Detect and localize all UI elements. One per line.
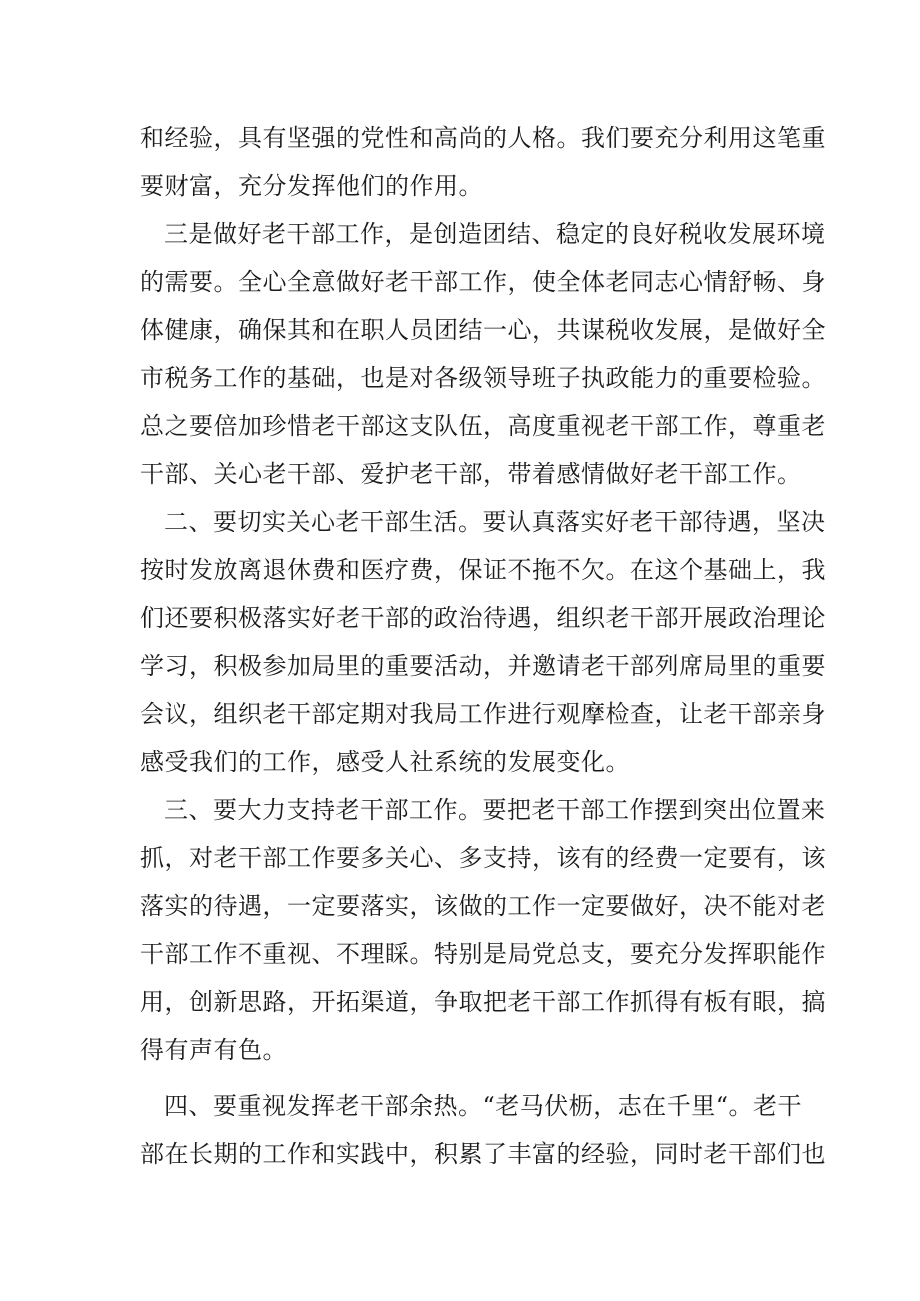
text-line: 和经验，具有坚强的党性和高尚的人格。我们要充分利用这笔重 xyxy=(140,124,826,152)
text-line: 抓，对老干部工作要多关心、多支持，该有的经费一定要有，该 xyxy=(140,844,826,872)
text-line: 干部工作不重视、不理睬。特别是局党总支，要充分发挥职能作 xyxy=(140,940,826,968)
text-line: 市税务工作的基础，也是对各级领导班子执政能力的重要检验。 xyxy=(140,364,826,392)
text-line: 干部、关心老干部、爱护老干部，带着感情做好老干部工作。 xyxy=(140,460,802,488)
paragraph-first-line: 三是做好老干部工作，是创造团结、稳定的良好税收发展环境 xyxy=(164,220,826,248)
text-line: 感受我们的工作，感受人社系统的发展变化。 xyxy=(140,748,630,776)
text-line: 们还要积极落实好老干部的政治待遇，组织老干部开展政治理论 xyxy=(140,604,826,632)
text-line: 用，创新思路，开拓渠道，争取把老干部工作抓得有板有眼，搞 xyxy=(140,988,826,1016)
text-line: 总之要倍加珍惜老干部这支队伍，高度重视老干部工作，尊重老 xyxy=(140,412,826,440)
text-line: 的需要。全心全意做好老干部工作，使全体老同志心情舒畅、身 xyxy=(140,268,826,296)
text-line: 会议，组织老干部定期对我局工作进行观摩检查，让老干部亲身 xyxy=(140,700,826,728)
text-line: 按时发放离退休费和医疗费，保证不拖不欠。在这个基础上，我 xyxy=(140,556,826,584)
text-line: 落实的待遇，一定要落实，该做的工作一定要做好，决不能对老 xyxy=(140,892,826,920)
text-line: 体健康，确保其和在职人员团结一心，共谋税收发展，是做好全 xyxy=(140,316,826,344)
text-line: 学习，积极参加局里的重要活动，并邀请老干部列席局里的重要 xyxy=(140,652,826,680)
text-line: 得有声有色。 xyxy=(140,1036,287,1064)
text-line: 要财富，充分发挥他们的作用。 xyxy=(140,172,483,200)
paragraph-first-line: 三、要大力支持老干部工作。要把老干部工作摆到突出位置来 xyxy=(164,796,826,824)
paragraph-first-line: 二、要切实关心老干部生活。要认真落实好老干部待遇，坚决 xyxy=(164,508,826,536)
paragraph-first-line: 四、要重视发挥老干部余热。“老马伏枥，志在千里“。老干 xyxy=(164,1092,803,1120)
text-line: 部在长期的工作和实践中，积累了丰富的经验，同时老干部们也 xyxy=(140,1140,826,1168)
